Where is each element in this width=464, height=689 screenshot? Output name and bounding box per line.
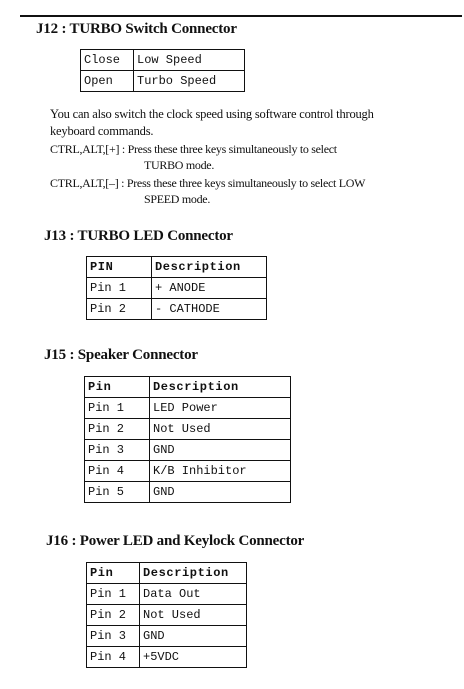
table-row <box>85 482 291 503</box>
j13-pin-header: PIN <box>87 257 152 278</box>
j12-cmd-plus-text1: Press these three keys simultaneously to select <box>127 142 337 156</box>
j12-table <box>80 49 245 92</box>
j12-cmd-plus <box>50 141 337 157</box>
j12-cmd-minus-key: CTRL,ALT,[–] : <box>50 176 125 190</box>
j12-heading-rule <box>20 15 462 17</box>
j15-heading: J15 : Speaker Connector <box>44 347 198 363</box>
j12-cmd-minus-text2: SPEED mode. <box>144 192 211 206</box>
j12-state-cell: Close <box>81 50 134 71</box>
j13-desc-cell: - CATHODE <box>152 299 267 320</box>
j16-desc-cell: +5VDC <box>140 647 247 668</box>
j16-table <box>86 562 247 668</box>
j12-cmd-minus-text1: Press these three keys simultaneously to select LOW <box>126 176 366 190</box>
j15-pin-cell: Pin 4 <box>85 461 150 482</box>
j13-heading: J13 : TURBO LED Connector <box>44 228 233 244</box>
j15-desc-cell: LED Power <box>150 398 291 419</box>
j16-desc-cell: Data Out <box>140 584 247 605</box>
table-row <box>85 440 291 461</box>
j16-pin-cell: Pin 4 <box>87 647 140 668</box>
j15-pin-cell: Pin 3 <box>85 440 150 461</box>
table-row <box>85 461 291 482</box>
j12-cmd-plus-key: CTRL,ALT,[+] : <box>50 142 125 156</box>
j16-desc-cell: Not Used <box>140 605 247 626</box>
j12-paragraph-line1: You can also switch the clock speed using software control through <box>50 107 374 121</box>
j16-pin-cell: Pin 2 <box>87 605 140 626</box>
table-row <box>81 50 245 71</box>
j15-desc-cell: Not Used <box>150 419 291 440</box>
j16-pin-header: Pin <box>87 563 140 584</box>
table-header-row <box>87 257 267 278</box>
j15-pin-cell: Pin 1 <box>85 398 150 419</box>
j15-pin-cell: Pin 5 <box>85 482 150 503</box>
table-row <box>87 584 247 605</box>
j13-desc-header: Description <box>152 257 267 278</box>
j16-pin-cell: Pin 3 <box>87 626 140 647</box>
j16-desc-cell: GND <box>140 626 247 647</box>
j15-pin-header: Pin <box>85 377 150 398</box>
table-row <box>87 626 247 647</box>
table-row <box>85 398 291 419</box>
table-row <box>87 605 247 626</box>
j16-pin-cell: Pin 1 <box>87 584 140 605</box>
j15-pin-cell: Pin 2 <box>85 419 150 440</box>
table-header-row <box>87 563 247 584</box>
j15-desc-cell: K/B Inhibitor <box>150 461 291 482</box>
j12-state-cell: Open <box>81 71 134 92</box>
j12-paragraph-line2: keyboard commands. <box>50 124 154 138</box>
j13-pin-cell: Pin 1 <box>87 278 152 299</box>
j12-heading: J12 : TURBO Switch Connector <box>36 21 237 37</box>
table-row <box>85 419 291 440</box>
j12-speed-cell: Low Speed <box>134 50 245 71</box>
j13-table <box>86 256 267 320</box>
j12-cmd-minus <box>50 175 365 191</box>
j13-pin-cell: Pin 2 <box>87 299 152 320</box>
j16-desc-header: Description <box>140 563 247 584</box>
j12-speed-cell: Turbo Speed <box>134 71 245 92</box>
j15-desc-cell: GND <box>150 440 291 461</box>
j15-desc-cell: GND <box>150 482 291 503</box>
j12-cmd-plus-text2: TURBO mode. <box>144 158 215 172</box>
table-header-row <box>85 377 291 398</box>
table-row <box>87 299 267 320</box>
j13-desc-cell: + ANODE <box>152 278 267 299</box>
table-row <box>87 278 267 299</box>
j15-table <box>84 376 291 503</box>
j15-desc-header: Description <box>150 377 291 398</box>
table-row <box>81 71 245 92</box>
table-row <box>87 647 247 668</box>
j16-heading: J16 : Power LED and Keylock Connector <box>46 533 305 549</box>
